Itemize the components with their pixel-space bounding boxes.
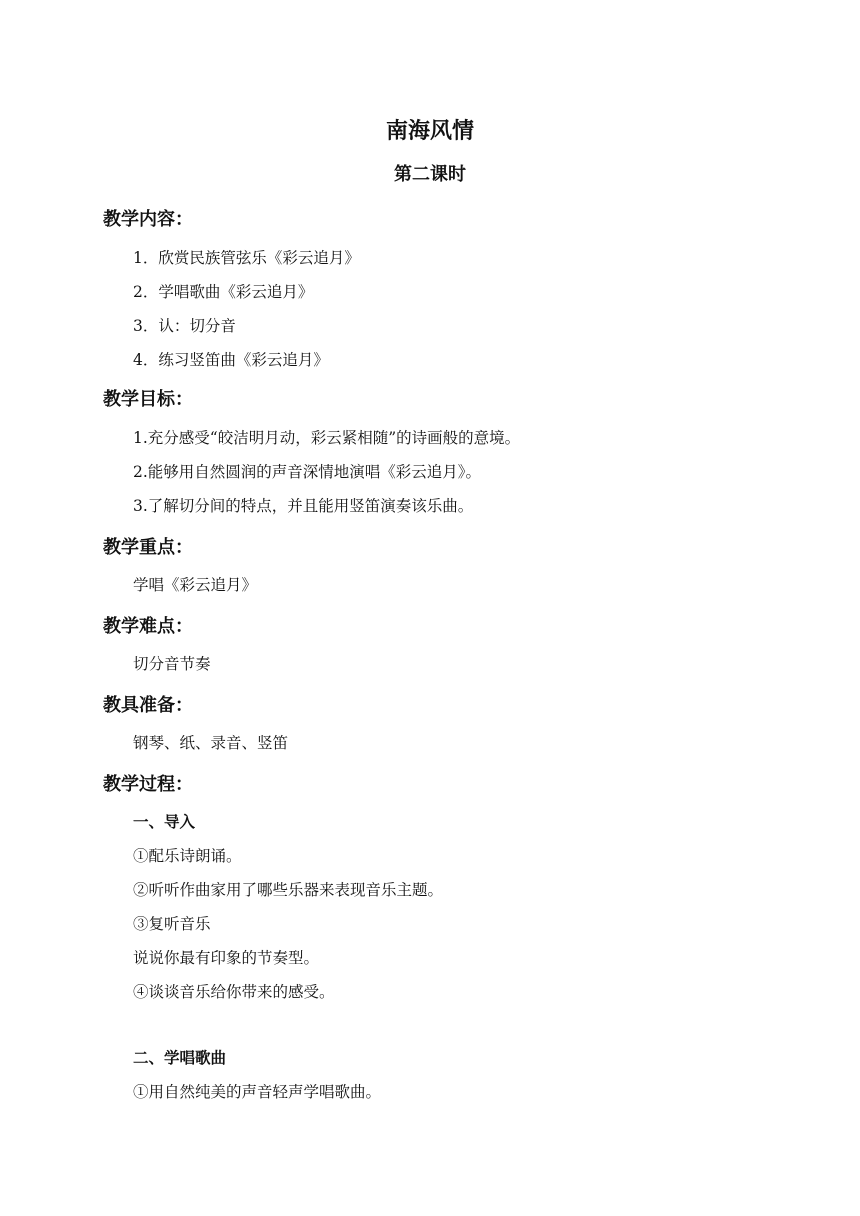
content-heading: 教学内容：: [103, 209, 193, 230]
difficulties-text: 切分音节奏: [133, 655, 211, 673]
process-item: ④谈谈音乐给你带来的感受。: [133, 983, 335, 1001]
objectives-heading: 教学目标：: [103, 389, 193, 410]
key-points-heading: 教学重点：: [103, 537, 193, 558]
process-item: ①配乐诗朗诵。: [133, 847, 242, 865]
objective-item: 1.充分感受“皎洁明月动，彩云紧相随”的诗画般的意境。: [133, 429, 521, 447]
process-section-heading: 一、导入: [133, 813, 196, 831]
process-item: ①用自然纯美的声音轻声学唱歌曲。: [133, 1083, 382, 1101]
materials-text: 钢琴、纸、录音、竖笛: [133, 734, 289, 752]
difficulties-heading: 教学难点：: [103, 616, 193, 637]
process-item: ③复听音乐: [133, 915, 211, 933]
document-title: 南海风情: [385, 119, 474, 144]
objective-item: 3.了解切分间的特点，并且能用竖笛演奏该乐曲。: [133, 497, 474, 515]
process-section-heading: 二、学唱歌曲: [133, 1049, 227, 1067]
key-points-text: 学唱《彩云追月》: [133, 576, 258, 594]
process-heading: 教学过程：: [103, 774, 193, 795]
objective-item: 2.能够用自然圆润的声音深情地演唱《彩云追月》。: [133, 463, 482, 481]
process-item: ②听听作曲家用了哪些乐器来表现音乐主题。: [133, 881, 444, 899]
content-item: 4．练习竖笛曲《彩云追月》: [133, 351, 329, 369]
document-subtitle: 第二课时: [394, 164, 466, 185]
content-item: 1．欣赏民族管弦乐《彩云追月》: [133, 249, 360, 267]
content-item: 3．认：切分音: [133, 317, 236, 335]
process-item: 说说你最有印象的节奏型。: [133, 949, 320, 967]
materials-heading: 教具准备：: [103, 695, 193, 716]
content-item: 2．学唱歌曲《彩云追月》: [133, 283, 314, 301]
